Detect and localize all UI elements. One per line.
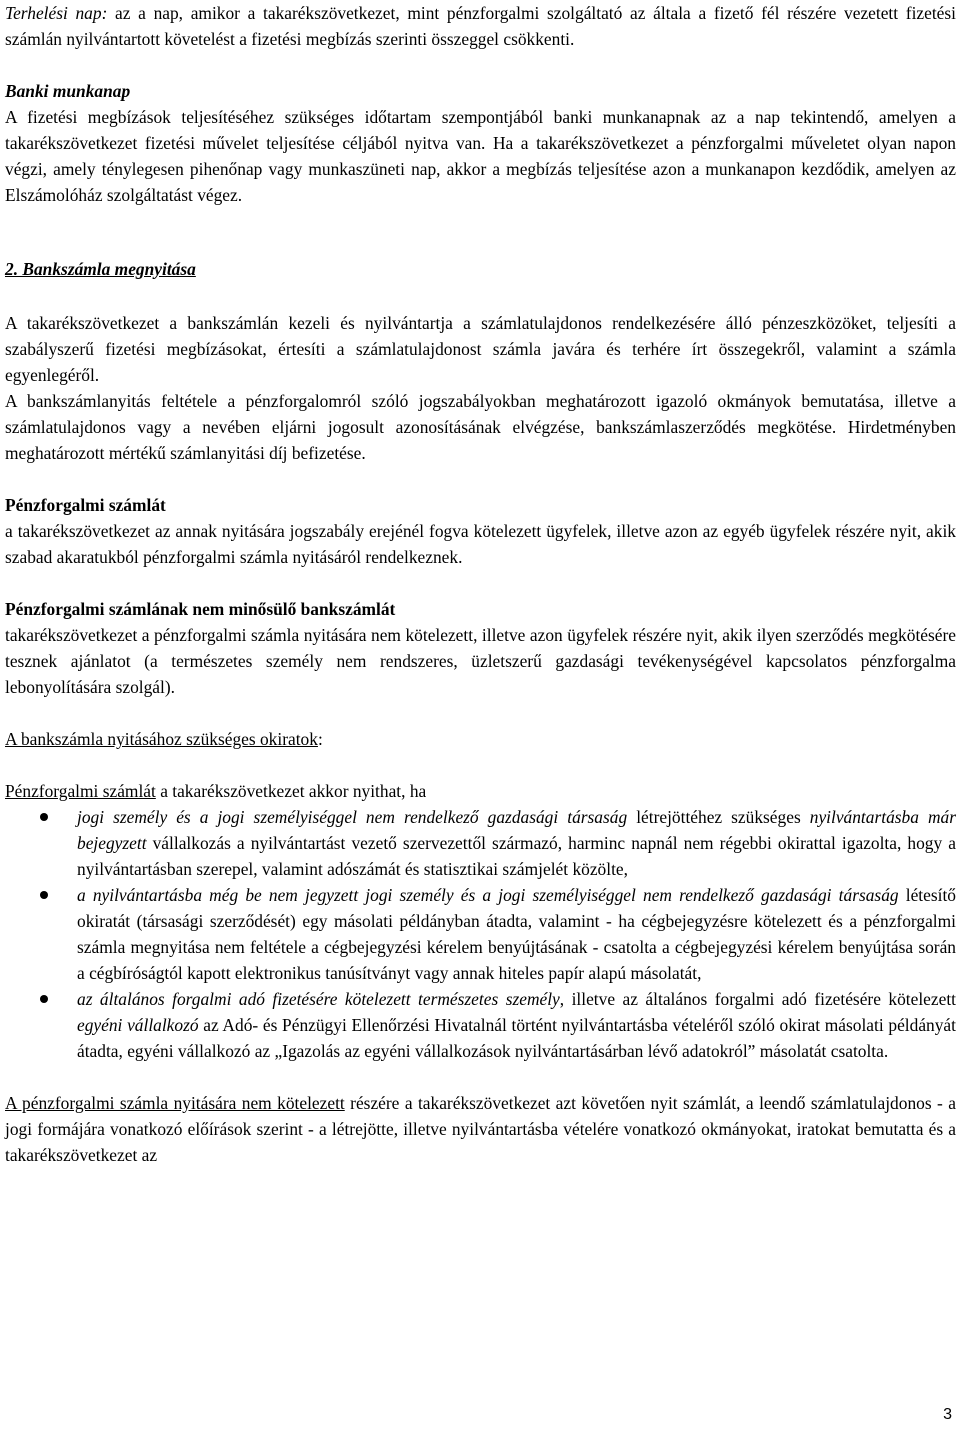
- term-label: Terhelési nap: [5, 3, 102, 23]
- paragraph-text: takarékszövetkezet a pénzforgalmi számla nyitására nem kötelezett, illetve azon ügyfelek részére nyit, akik ilyen szerződés megkötésére tesznek ajánlatot (a természetes személy nem rendszeres, üzletszerű gazdasági tevékenységével kapcsolatos pénzforgalma lebonyolítására szolgál).: [5, 625, 956, 697]
- heading-penzforgalmi-szamlat: [5, 492, 956, 518]
- conditions-list: [5, 804, 956, 1064]
- paragraph-text: a takarékszövetkezet az annak nyitására jogszabály erejénél fogva kötelezett ügyfelek, illetve azon az egyéb ügyfelek részére nyit, akik szabad akaratukból pénzforgalmi számla nyitásáról rendelkeznek.: [5, 521, 956, 567]
- list-item-text: az Adó- és Pénzügyi Ellenőrzési Hivatalnál történt nyilvántartásba vételéről szóló okirat másolati példányát átadta, egyéni vállalkozó az „Igazolás az egyéni vállalkozások nyilvántartásárban lévő adatokról” másolatát csatolta.: [77, 1015, 956, 1061]
- list-item-italic: a nyilvántartásba még be nem jegyzett jogi személy és a jogi személyiséggel nem rendelkező gazdasági társaság: [77, 885, 899, 905]
- list-item-italic: jogi személy és a jogi személyiséggel nem rendelkező gazdasági társaság: [77, 807, 628, 827]
- list-item-italic: az általános forgalmi adó fizetésére kötelezett természetes személy: [77, 989, 560, 1009]
- paragraph-part-a: A fizetési megbízások teljesítéséhez szükséges időtartam szempontjából banki munkanapnak az a nap tekintendő, amelyen a takarékszövetkezet fizetési művelet teljesítése céljából nyitva van.: [5, 107, 956, 153]
- term-definition: az a nap, amikor a takarékszövetkezet, mint pénzforgalmi szolgáltató az általa a fizető fél részére vezetett fizetési számlán nyilvántartott követelést a fizetési megbízás szerinti összeggel csökkenti.: [5, 3, 956, 49]
- paragraph-penzforgalmi-szamlat: [5, 518, 956, 570]
- paragraph-terhelesi-nap: [5, 0, 956, 52]
- section-title: 2. Bankszámla megnyitása: [5, 259, 196, 279]
- heading-bankszamla-megnyitasa: [5, 256, 956, 282]
- term-separator: :: [101, 3, 108, 23]
- list-item: [5, 986, 956, 1064]
- lead-penzforgalmi-szamlat: [5, 778, 956, 804]
- list-item-italic: egyéni vállalkozó: [77, 1015, 199, 1035]
- list-item-text: vállalkozás a nyilvántartást vezető szervezettől származó, harminc napnál nem régebbi okirattal igazolta, hogy a nyilvántartásban szerepel, valamint adószámát és statisztikai számjelét közölte,: [77, 833, 956, 879]
- heading-colon: :: [317, 729, 323, 749]
- heading-text: A bankszámla nyitásához szükséges okiratok: [5, 729, 318, 749]
- list-item-text: létrejöttéhez szükséges: [627, 807, 810, 827]
- heading-text: Pénzforgalmi számlának nem minősülő bankszámlát: [5, 599, 396, 619]
- paragraph-text: A bankszámlanyitás feltétele a pénzforgalomról szóló jogszabályokban meghatározott igazoló okmányok bemutatása, illetve a számlatulajdonos vagy a nevében eljárni jogosult azonosításának elvégzése, bankszámlaszerződés megkötése. Hirdetményben meghatározott mértékű számlanyitási díj befizetése.: [5, 391, 956, 463]
- list-item: [5, 804, 956, 882]
- lead-rest: a takarékszövetkezet akkor nyithat, ha: [155, 781, 427, 801]
- page-number: 3: [943, 1406, 952, 1423]
- paragraph-bankszamlanyitas-feltetele: [5, 388, 956, 466]
- list-item-text: , illetve az általános forgalmi adó fizetésére kötelezett: [559, 989, 956, 1009]
- paragraph-banki-munkanap: [5, 104, 956, 208]
- heading-banki-munkanap: [5, 78, 956, 104]
- paragraph-text: A takarékszövetkezet a bankszámlán kezeli és nyilvántartja a számlatulajdonos rendelkezésére álló pénzeszközöket, teljesíti a szabályszerű fizetési megbízásokat, értesíti a számlatulajdonost számla javára és terhére írt összegekről, valamint a számla egyenlegéről.: [5, 313, 956, 385]
- heading-nem-minosulo-bankszamla: [5, 596, 956, 622]
- heading-szukseges-okiratok: [5, 726, 956, 752]
- paragraph-part-b: Ha a takarékszövetkezet a pénzforgalmi műveletet olyan napon végzi, amely ténylegesen pihenőnap vagy munkaszüneti nap, akkor a megbízás teljesítése azon a munkanapon kezdődik, amelyen az Elszámolóház szolgáltatást végez.: [5, 133, 956, 205]
- paragraph-bankszamla-kezeles: [5, 310, 956, 388]
- list-item-italic: nyilvántartásba már bejegyzett: [77, 807, 956, 853]
- list-item-text: létesítő okiratát (társasági szerződését) egy másolati példányban átadta, valamint - ha cégbejegyzésre kötelezett és a pénzforgalmi számla megnyitása nem feltétele a cégbejegyzési kérelem benyújtásának - csatolta a cégbejegyzési kérelem benyújtása során a cégbíróságtól kapott elektronikus tanúsítványt vagy annak hiteles papír alapú másolatát,: [77, 885, 956, 983]
- paragraph-nem-kotelezett: [5, 1090, 956, 1168]
- list-item: [5, 882, 956, 986]
- paragraph-nem-minosulo-bankszamla: [5, 622, 956, 700]
- heading-text: Pénzforgalmi számlát: [5, 495, 166, 515]
- paragraph-text: részére a takarékszövetkezet azt követően nyit számlát, a leendő számlatulajdonos - a jogi formájára vonatkozó előírások szerint - a létrejötte, illetve nyilvántartásba vételére vonatkozó okmányokat, iratokat bemutatta és a takarékszövetkezet az: [5, 1093, 956, 1165]
- heading-text: Banki munkanap: [5, 81, 131, 101]
- lead-underlined: A pénzforgalmi számla nyitására nem kötelezett: [5, 1093, 345, 1113]
- lead-underlined: Pénzforgalmi számlát: [5, 781, 156, 801]
